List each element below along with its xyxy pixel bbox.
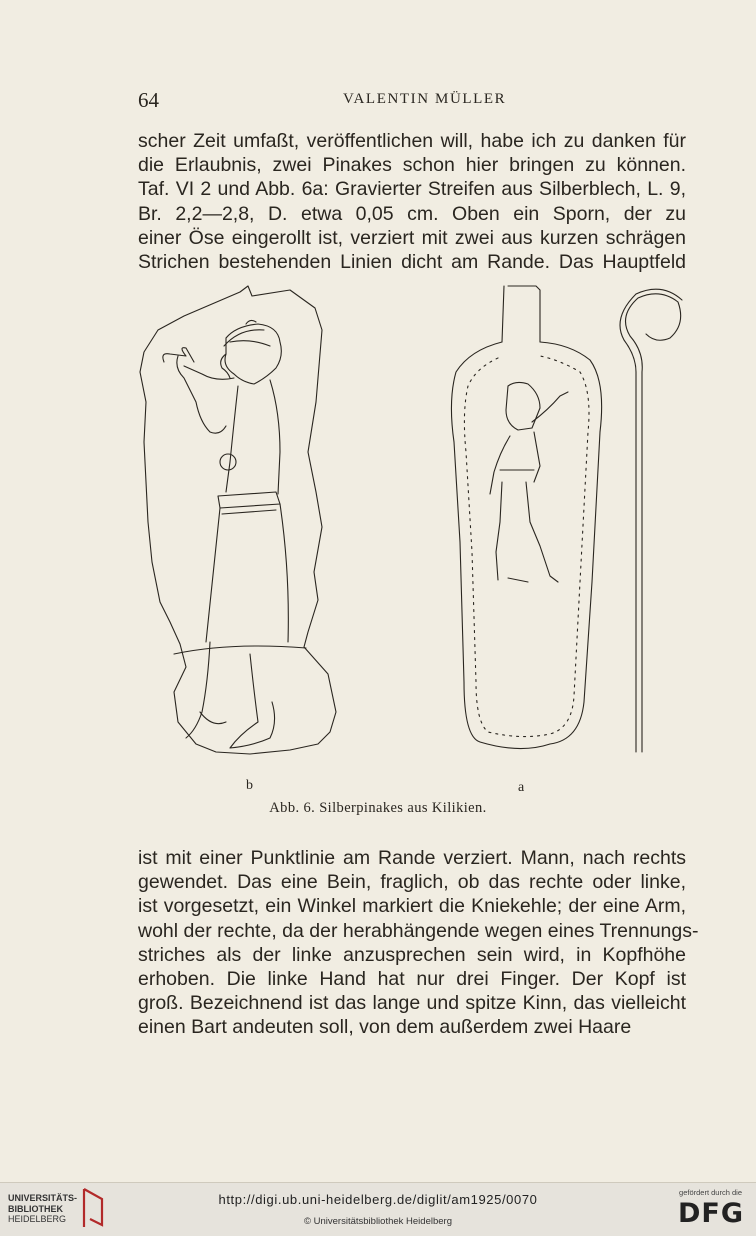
figure-b-skirt <box>206 504 288 642</box>
text-line: striches als der linke anzusprechen sein wird, in Kopfhöhe <box>138 943 686 966</box>
figure-drawing <box>130 282 690 782</box>
permalink-url[interactable]: http://digi.ub.uni-heidelberg.de/diglit/am1925/0070 <box>218 1192 538 1207</box>
figure-a-body <box>490 432 540 494</box>
paragraph-bottom <box>138 846 699 1040</box>
text-line: die Erlaubnis, zwei Pinakes schon hier bringen zu können. <box>138 154 686 177</box>
figure-b-belt <box>218 492 280 514</box>
copyright-notice: © Universitätsbibliothek Heidelberg <box>304 1216 452 1227</box>
text-line: ist vorgesetzt, ein Winkel markiert die Kniekehle; der eine Arm, <box>138 895 686 918</box>
fragment-b-outline <box>140 286 336 754</box>
fragment-a-outline <box>451 342 601 749</box>
figure-b-arm <box>177 356 234 433</box>
viewer-footer <box>0 1182 756 1236</box>
library-name-line1: UNIVERSITÄTS- <box>8 1193 78 1203</box>
figure-label-b: b <box>246 778 253 793</box>
staff-pin <box>626 294 681 752</box>
dfg-funding-note: gefördert durch die <box>679 1188 742 1197</box>
figure-b-body <box>226 380 280 494</box>
text-line: erhoben. Die linke Hand hat nur drei Finger. Der Kopf ist <box>138 968 686 991</box>
figure-b-hand <box>163 348 194 362</box>
text-line: Br. 2,2—2,8, D. etwa 0,05 cm. Oben ein Sporn, der zu <box>138 202 686 225</box>
text-line: scher Zeit umfaßt, veröffentlichen will, habe ich zu danken für <box>138 130 686 152</box>
running-head: VALENTIN MÜLLER <box>343 91 507 107</box>
text-line: einer Öse eingerollt ist, verziert mit zwei aus kurzen schrägen <box>138 226 686 249</box>
figure-b-legs <box>186 642 275 748</box>
fragment-b-break-line <box>174 646 306 654</box>
text-line: gewendet. Das eine Bein, fraglich, ob das rechte oder linke, <box>138 871 686 894</box>
text-line: groß. Bezeichnend ist das lange und spitze Kinn, das vielleicht <box>138 992 686 1015</box>
figure-b-ornament <box>220 454 236 470</box>
figure-a-legs <box>496 482 558 582</box>
text-line: wohl der rechte, da der herabhängende wegen eines Trennungs- <box>138 919 699 942</box>
library-name-line2: BIBLIOTHEK <box>8 1203 63 1214</box>
dfg-logo[interactable]: DFG <box>677 1198 744 1229</box>
library-name-line3: HEIDELBERG <box>8 1214 67 1224</box>
page-number: 64 <box>138 88 159 112</box>
text-line: Taf. VI 2 und Abb. 6a: Gravierter Streifen aus Silberblech, L. 9, <box>138 178 686 201</box>
figure-caption: Abb. 6. Silberpinakes aus Kilikien. <box>269 800 487 816</box>
fragment-a-dotted-border <box>464 356 589 737</box>
fragment-a-neck <box>502 286 540 342</box>
figure-silver-pinakes <box>130 282 690 795</box>
text-line: einen Bart andeuten soll, von dem außerdem zwei Haare <box>138 1016 632 1039</box>
text-line: Strichen bestehenden Linien dicht am Rande. Das Hauptfeld <box>138 251 686 274</box>
staff-pin-inner <box>620 289 682 752</box>
paragraph-top <box>138 129 686 274</box>
figure-label-a: a <box>518 780 525 795</box>
figure-b-head <box>225 324 281 384</box>
figure-a-head <box>506 382 540 430</box>
text-line: ist mit einer Punktlinie am Rande verziert. Mann, nach rechts <box>138 847 686 869</box>
